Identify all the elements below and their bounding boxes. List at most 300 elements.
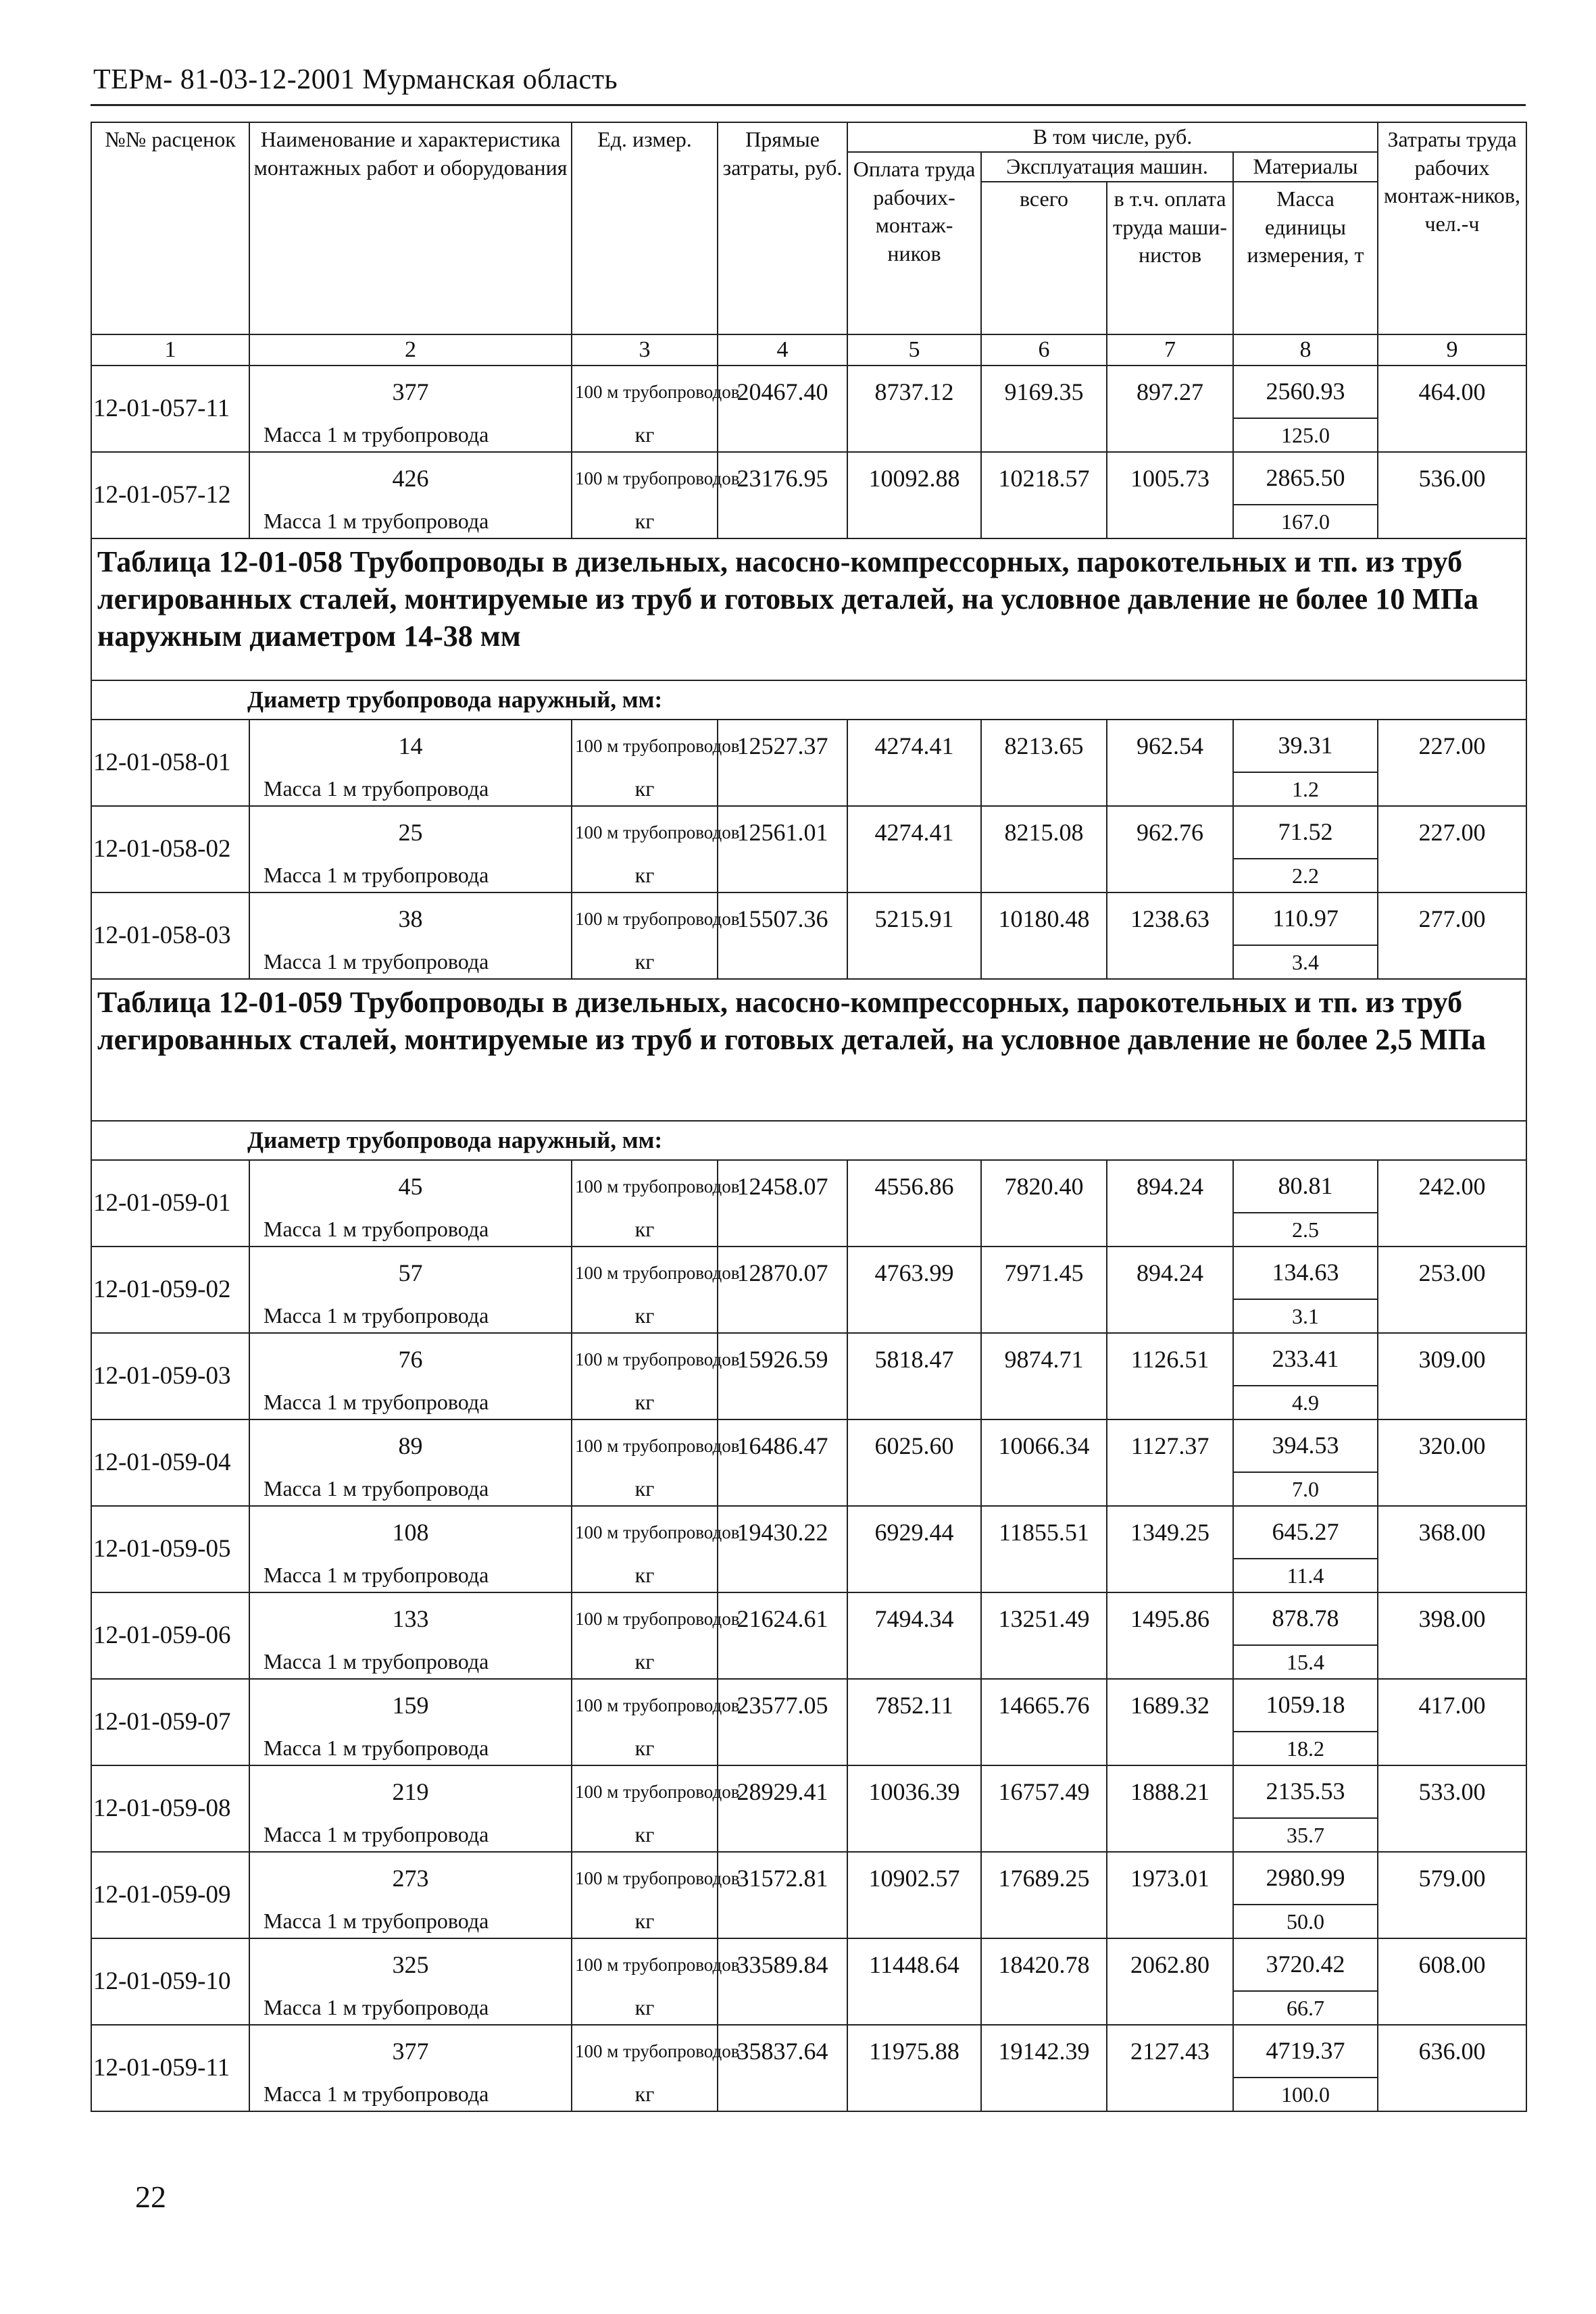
mass-label: Масса 1 м трубопровода [249, 1559, 572, 1592]
labor-hours: 608.00 [1378, 1938, 1526, 1991]
empty-cell [1107, 859, 1233, 892]
table-row [91, 452, 1526, 505]
mass-unit: кг [572, 859, 718, 892]
machinists-wages: 962.76 [1107, 806, 1233, 859]
table-row [91, 1679, 1526, 1732]
empty-cell [1378, 1559, 1526, 1592]
table-row-mass [91, 1991, 1526, 2025]
empty-cell [1378, 1472, 1526, 1506]
empty-cell [718, 1905, 847, 1938]
column-number: 8 [1233, 334, 1378, 366]
rate-code: 12-01-059-01 [91, 1160, 249, 1247]
labor-wages: 4556.86 [847, 1160, 981, 1213]
materials-cost: 110.97 [1233, 892, 1378, 945]
mass-unit: кг [572, 1732, 718, 1765]
direct-costs: 19430.22 [718, 1506, 847, 1559]
empty-cell [718, 1818, 847, 1852]
labor-wages: 10036.39 [847, 1765, 981, 1818]
table-caption: Таблица 12-01-059 Трубопроводы в дизельных, насосно-компрессорных, парокотельных и тп. из труб легированных сталей, монтируемые из труб и готовых деталей, на условное давление не более 2,5 МПа [91, 979, 1526, 1121]
empty-cell [718, 418, 847, 452]
empty-cell [847, 1213, 981, 1247]
empty-cell [847, 418, 981, 452]
column-number: 9 [1378, 334, 1526, 366]
pipe-mass: 7.0 [1233, 1472, 1378, 1506]
pipe-diameter: 57 [249, 1247, 572, 1299]
materials-cost: 134.63 [1233, 1247, 1378, 1299]
labor-wages: 7852.11 [847, 1679, 981, 1732]
machines-total: 13251.49 [981, 1592, 1107, 1645]
pipe-diameter: 25 [249, 806, 572, 859]
materials-cost: 3720.42 [1233, 1938, 1378, 1991]
machinists-wages: 962.54 [1107, 720, 1233, 772]
table-row [91, 2025, 1526, 2078]
pipe-diameter: 273 [249, 1852, 572, 1905]
header-including-group: В том числе, руб. [847, 122, 1378, 152]
labor-hours: 242.00 [1378, 1160, 1526, 1213]
unit-cell: 100 м трубопроводов [572, 1506, 718, 1559]
diameter-subheader: Диаметр трубопровода наружный, мм: [91, 680, 1526, 720]
unit-cell: 100 м трубопроводов [572, 1333, 718, 1386]
empty-cell [1107, 1299, 1233, 1333]
unit-cell: 100 м трубопроводов [572, 1852, 718, 1905]
empty-cell [981, 859, 1107, 892]
column-number: 2 [249, 334, 572, 366]
empty-cell [847, 1386, 981, 1419]
column-number: 7 [1107, 334, 1233, 366]
empty-cell [981, 505, 1107, 538]
machines-total: 8215.08 [981, 806, 1107, 859]
empty-cell [847, 945, 981, 979]
empty-cell [1378, 505, 1526, 538]
empty-cell [847, 1472, 981, 1506]
unit-cell: 100 м трубопроводов [572, 1679, 718, 1732]
labor-wages: 4274.41 [847, 720, 981, 772]
materials-cost: 394.53 [1233, 1419, 1378, 1472]
materials-cost: 2560.93 [1233, 366, 1378, 418]
mass-label: Масса 1 м трубопровода [249, 2078, 572, 2111]
empty-cell [981, 772, 1107, 806]
rate-code: 12-01-059-09 [91, 1852, 249, 1938]
materials-cost: 80.81 [1233, 1160, 1378, 1213]
mass-label: Масса 1 м трубопровода [249, 418, 572, 452]
table-row [91, 1506, 1526, 1559]
mass-label: Масса 1 м трубопровода [249, 1645, 572, 1679]
table-caption-row [91, 979, 1526, 1121]
pipe-diameter: 426 [249, 452, 572, 505]
machines-total: 11855.51 [981, 1506, 1107, 1559]
empty-cell [1378, 2078, 1526, 2111]
mass-unit: кг [572, 1299, 718, 1333]
header-machinists-wages: в т.ч. оплата труда маши-нистов [1107, 182, 1233, 334]
unit-cell: 100 м трубопроводов [572, 1592, 718, 1645]
diameter-subheader: Диаметр трубопровода наружный, мм: [91, 1121, 1526, 1160]
empty-cell [1378, 1991, 1526, 2025]
empty-cell [1378, 945, 1526, 979]
machinists-wages: 2127.43 [1107, 2025, 1233, 2078]
header-work-name: Наименование и характеристика монтажных работ и оборудования [249, 122, 572, 334]
table-caption-row [91, 538, 1526, 680]
labor-hours: 417.00 [1378, 1679, 1526, 1732]
mass-label: Масса 1 м трубопровода [249, 1732, 572, 1765]
materials-cost: 1059.18 [1233, 1679, 1378, 1732]
empty-cell [718, 1645, 847, 1679]
mass-label: Масса 1 м трубопровода [249, 1213, 572, 1247]
labor-wages: 6929.44 [847, 1506, 981, 1559]
pipe-mass: 3.1 [1233, 1299, 1378, 1333]
direct-costs: 12527.37 [718, 720, 847, 772]
labor-hours: 253.00 [1378, 1247, 1526, 1299]
page-header-title: ТЕРм- 81-03-12-2001 Мурманская область [93, 64, 618, 95]
pipe-mass: 66.7 [1233, 1991, 1378, 2025]
mass-unit: кг [572, 1213, 718, 1247]
column-number: 1 [91, 334, 249, 366]
mass-unit: кг [572, 2078, 718, 2111]
labor-hours: 227.00 [1378, 806, 1526, 859]
empty-cell [1378, 772, 1526, 806]
empty-cell [1107, 1472, 1233, 1506]
labor-wages: 11975.88 [847, 2025, 981, 2078]
table-row-mass [91, 505, 1526, 538]
empty-cell [847, 1559, 981, 1592]
machinists-wages: 1689.32 [1107, 1679, 1233, 1732]
empty-cell [1107, 1818, 1233, 1852]
mass-unit: кг [572, 505, 718, 538]
empty-cell [718, 1213, 847, 1247]
mass-label: Масса 1 м трубопровода [249, 1818, 572, 1852]
labor-hours: 533.00 [1378, 1765, 1526, 1818]
direct-costs: 12561.01 [718, 806, 847, 859]
table-row [91, 892, 1526, 945]
unit-cell: 100 м трубопроводов [572, 1938, 718, 1991]
page-number: 22 [135, 2180, 166, 2214]
table-row-mass [91, 945, 1526, 979]
pipe-mass: 11.4 [1233, 1559, 1378, 1592]
empty-cell [981, 1991, 1107, 2025]
table-row [91, 1765, 1526, 1818]
table-row [91, 1938, 1526, 1991]
table-row-mass [91, 1386, 1526, 1419]
mass-unit: кг [572, 1905, 718, 1938]
empty-cell [1107, 945, 1233, 979]
labor-hours: 636.00 [1378, 2025, 1526, 2078]
mass-label: Масса 1 м трубопровода [249, 1905, 572, 1938]
machinists-wages: 894.24 [1107, 1247, 1233, 1299]
empty-cell [1107, 1559, 1233, 1592]
direct-costs: 12458.07 [718, 1160, 847, 1213]
table-row-mass [91, 1213, 1526, 1247]
pipe-mass: 125.0 [1233, 418, 1378, 452]
mass-label: Масса 1 м трубопровода [249, 1472, 572, 1506]
header-machines-total: всего [981, 182, 1107, 334]
empty-cell [981, 1645, 1107, 1679]
mass-label: Масса 1 м трубопровода [249, 859, 572, 892]
table-row [91, 1247, 1526, 1299]
unit-cell: 100 м трубопроводов [572, 806, 718, 859]
machinists-wages: 1127.37 [1107, 1419, 1233, 1472]
table-row [91, 720, 1526, 772]
machinists-wages: 1349.25 [1107, 1506, 1233, 1559]
header-direct-costs: Прямые затраты, руб. [718, 122, 847, 334]
unit-cell: 100 м трубопроводов [572, 2025, 718, 2078]
header-rate-number: №№ расценок [91, 122, 249, 334]
labor-hours: 464.00 [1378, 366, 1526, 418]
empty-cell [1107, 1386, 1233, 1419]
machinists-wages: 1973.01 [1107, 1852, 1233, 1905]
table-row [91, 1419, 1526, 1472]
empty-cell [718, 2078, 847, 2111]
table-row-mass [91, 1818, 1526, 1852]
rate-code: 12-01-059-11 [91, 2025, 249, 2111]
empty-cell [847, 1905, 981, 1938]
header-unit-mass: Масса единицы измерения, т [1233, 182, 1378, 334]
empty-cell [1107, 1991, 1233, 2025]
rate-code: 12-01-059-06 [91, 1592, 249, 1679]
table-row [91, 366, 1526, 418]
pipe-diameter: 108 [249, 1506, 572, 1559]
machines-total: 10180.48 [981, 892, 1107, 945]
table-row [91, 1852, 1526, 1905]
empty-cell [1378, 418, 1526, 452]
empty-cell [1107, 1213, 1233, 1247]
machines-total: 18420.78 [981, 1938, 1107, 1991]
materials-cost: 878.78 [1233, 1592, 1378, 1645]
mass-unit: кг [572, 1472, 718, 1506]
pipe-mass: 18.2 [1233, 1732, 1378, 1765]
rate-code: 12-01-059-08 [91, 1765, 249, 1852]
rate-code: 12-01-058-02 [91, 806, 249, 892]
empty-cell [847, 1991, 981, 2025]
diameter-subheader-row [91, 1121, 1526, 1160]
labor-wages: 10902.57 [847, 1852, 981, 1905]
table-header-row-1 [91, 122, 1526, 152]
materials-cost: 2135.53 [1233, 1765, 1378, 1818]
labor-wages: 4763.99 [847, 1247, 981, 1299]
machines-total: 8213.65 [981, 720, 1107, 772]
materials-cost: 645.27 [1233, 1506, 1378, 1559]
rate-code: 12-01-059-10 [91, 1938, 249, 2025]
empty-cell [847, 1299, 981, 1333]
empty-cell [981, 1213, 1107, 1247]
rate-code: 12-01-059-05 [91, 1506, 249, 1592]
machines-total: 10066.34 [981, 1419, 1107, 1472]
diameter-subheader-row [91, 680, 1526, 720]
column-number: 4 [718, 334, 847, 366]
labor-hours: 320.00 [1378, 1419, 1526, 1472]
machines-total: 7971.45 [981, 1247, 1107, 1299]
mass-label: Масса 1 м трубопровода [249, 1299, 572, 1333]
table-row [91, 1333, 1526, 1386]
labor-hours: 277.00 [1378, 892, 1526, 945]
unit-cell: 100 м трубопроводов [572, 366, 718, 418]
empty-cell [718, 772, 847, 806]
empty-cell [847, 859, 981, 892]
empty-cell [1378, 859, 1526, 892]
empty-cell [718, 1472, 847, 1506]
direct-costs: 23577.05 [718, 1679, 847, 1732]
unit-cell: 100 м трубопроводов [572, 892, 718, 945]
unit-cell: 100 м трубопроводов [572, 1765, 718, 1818]
mass-unit: кг [572, 945, 718, 979]
header-machine-exploitation: Эксплуатация машин. [981, 152, 1233, 182]
empty-cell [718, 945, 847, 979]
table-row-mass [91, 1732, 1526, 1765]
empty-cell [981, 1905, 1107, 1938]
rate-code: 12-01-057-12 [91, 452, 249, 538]
empty-cell [1107, 1645, 1233, 1679]
mass-unit: кг [572, 1991, 718, 2025]
pipe-diameter: 325 [249, 1938, 572, 1991]
rate-code: 12-01-059-02 [91, 1247, 249, 1333]
machinists-wages: 1238.63 [1107, 892, 1233, 945]
table-row-mass [91, 418, 1526, 452]
unit-cell: 100 м трубопроводов [572, 1247, 718, 1299]
empty-cell [847, 1645, 981, 1679]
labor-wages: 10092.88 [847, 452, 981, 505]
table-row-mass [91, 1645, 1526, 1679]
table-row-mass [91, 772, 1526, 806]
pipe-diameter: 89 [249, 1419, 572, 1472]
direct-costs: 21624.61 [718, 1592, 847, 1645]
empty-cell [847, 505, 981, 538]
column-number-row [91, 334, 1526, 366]
materials-cost: 39.31 [1233, 720, 1378, 772]
empty-cell [1378, 1732, 1526, 1765]
table-row-mass [91, 1905, 1526, 1938]
pipe-diameter: 45 [249, 1160, 572, 1213]
machines-total: 19142.39 [981, 2025, 1107, 2078]
header-unit: Ед. измер. [572, 122, 718, 334]
labor-hours: 579.00 [1378, 1852, 1526, 1905]
table-row [91, 806, 1526, 859]
table-row-mass [91, 1299, 1526, 1333]
direct-costs: 35837.64 [718, 2025, 847, 2078]
materials-cost: 4719.37 [1233, 2025, 1378, 2078]
labor-wages: 8737.12 [847, 366, 981, 418]
labor-hours: 309.00 [1378, 1333, 1526, 1386]
pipe-diameter: 377 [249, 366, 572, 418]
empty-cell [718, 1299, 847, 1333]
direct-costs: 23176.95 [718, 452, 847, 505]
empty-cell [718, 1732, 847, 1765]
empty-cell [1378, 1299, 1526, 1333]
column-number: 5 [847, 334, 981, 366]
empty-cell [1107, 505, 1233, 538]
pipe-mass: 1.2 [1233, 772, 1378, 806]
rate-code: 12-01-058-03 [91, 892, 249, 979]
empty-cell [1107, 1732, 1233, 1765]
unit-cell: 100 м трубопроводов [572, 1160, 718, 1213]
materials-cost: 2865.50 [1233, 452, 1378, 505]
table-row-mass [91, 1472, 1526, 1506]
direct-costs: 33589.84 [718, 1938, 847, 1991]
empty-cell [981, 1559, 1107, 1592]
rate-code: 12-01-059-04 [91, 1419, 249, 1506]
empty-cell [1107, 1905, 1233, 1938]
price-table [91, 122, 1527, 2112]
empty-cell [1107, 772, 1233, 806]
empty-cell [981, 2078, 1107, 2111]
machinists-wages: 1495.86 [1107, 1592, 1233, 1645]
mass-unit: кг [572, 418, 718, 452]
mass-unit: кг [572, 1645, 718, 1679]
mass-label: Масса 1 м трубопровода [249, 945, 572, 979]
empty-cell [1378, 1818, 1526, 1852]
direct-costs: 16486.47 [718, 1419, 847, 1472]
direct-costs: 15926.59 [718, 1333, 847, 1386]
labor-wages: 7494.34 [847, 1592, 981, 1645]
pipe-diameter: 159 [249, 1679, 572, 1732]
machinists-wages: 894.24 [1107, 1160, 1233, 1213]
pipe-mass: 15.4 [1233, 1645, 1378, 1679]
empty-cell [718, 859, 847, 892]
empty-cell [981, 1732, 1107, 1765]
rate-code: 12-01-059-03 [91, 1333, 249, 1419]
mass-label: Масса 1 м трубопровода [249, 505, 572, 538]
empty-cell [1378, 1213, 1526, 1247]
labor-hours: 227.00 [1378, 720, 1526, 772]
header-rule [91, 104, 1526, 106]
mass-unit: кг [572, 772, 718, 806]
mass-unit: кг [572, 1559, 718, 1592]
mass-unit: кг [572, 1818, 718, 1852]
rate-code: 12-01-057-11 [91, 366, 249, 452]
pipe-diameter: 219 [249, 1765, 572, 1818]
machines-total: 9874.71 [981, 1333, 1107, 1386]
table-row-mass [91, 2078, 1526, 2111]
labor-wages: 4274.41 [847, 806, 981, 859]
empty-cell [718, 1386, 847, 1419]
rate-code: 12-01-059-07 [91, 1679, 249, 1765]
pipe-diameter: 133 [249, 1592, 572, 1645]
pipe-mass: 35.7 [1233, 1818, 1378, 1852]
empty-cell [981, 1472, 1107, 1506]
direct-costs: 12870.07 [718, 1247, 847, 1299]
empty-cell [1378, 1386, 1526, 1419]
empty-cell [718, 505, 847, 538]
labor-wages: 5818.47 [847, 1333, 981, 1386]
labor-hours: 368.00 [1378, 1506, 1526, 1559]
unit-cell: 100 м трубопроводов [572, 1419, 718, 1472]
machines-total: 17689.25 [981, 1852, 1107, 1905]
empty-cell [847, 772, 981, 806]
table-row-mass [91, 859, 1526, 892]
rate-code: 12-01-058-01 [91, 720, 249, 806]
pipe-mass: 2.2 [1233, 859, 1378, 892]
column-number: 6 [981, 334, 1107, 366]
empty-cell [981, 1386, 1107, 1419]
machinists-wages: 1888.21 [1107, 1765, 1233, 1818]
table-row [91, 1160, 1526, 1213]
table-row [91, 1592, 1526, 1645]
pipe-mass: 4.9 [1233, 1386, 1378, 1419]
pipe-diameter: 38 [249, 892, 572, 945]
empty-cell [1378, 1645, 1526, 1679]
empty-cell [847, 1818, 981, 1852]
unit-cell: 100 м трубопроводов [572, 720, 718, 772]
empty-cell [1107, 418, 1233, 452]
pipe-diameter: 76 [249, 1333, 572, 1386]
direct-costs: 31572.81 [718, 1852, 847, 1905]
machines-total: 10218.57 [981, 452, 1107, 505]
pipe-diameter: 14 [249, 720, 572, 772]
labor-wages: 6025.60 [847, 1419, 981, 1472]
machines-total: 7820.40 [981, 1160, 1107, 1213]
materials-cost: 2980.99 [1233, 1852, 1378, 1905]
direct-costs: 20467.40 [718, 366, 847, 418]
empty-cell [718, 1559, 847, 1592]
labor-hours: 398.00 [1378, 1592, 1526, 1645]
empty-cell [981, 418, 1107, 452]
